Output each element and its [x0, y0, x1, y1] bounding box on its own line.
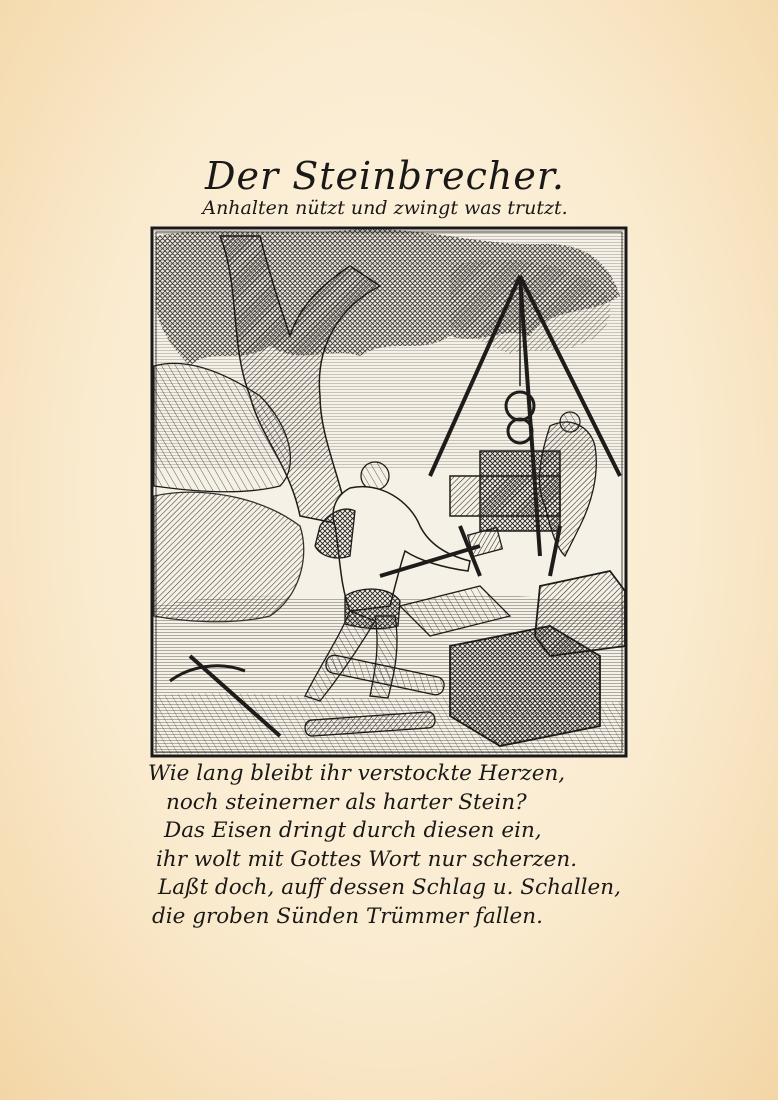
plate-verse — [148, 760, 668, 931]
verse-line: Laßt doch, auff dessen Schlag u. Schallen, — [158, 875, 621, 900]
verse-line: ihr wolt mit Gottes Wort nur scherzen. — [156, 846, 578, 872]
verse-line: Das Eisen dringt durch diesen ein, — [164, 818, 542, 843]
stonebreaker-engraving — [150, 226, 628, 758]
verse-line: noch steinerner als harter Stein? — [166, 789, 527, 815]
verse-line: die groben Sünden Trümmer fallen. — [152, 903, 543, 929]
plate-title: Der Steinbrecher. — [205, 154, 565, 198]
plate-motto: Anhalten nützt und zwingt was trutzt. — [202, 197, 568, 219]
verse-line: Wie lang bleibt ihr verstockte Herzen, — [148, 761, 566, 786]
